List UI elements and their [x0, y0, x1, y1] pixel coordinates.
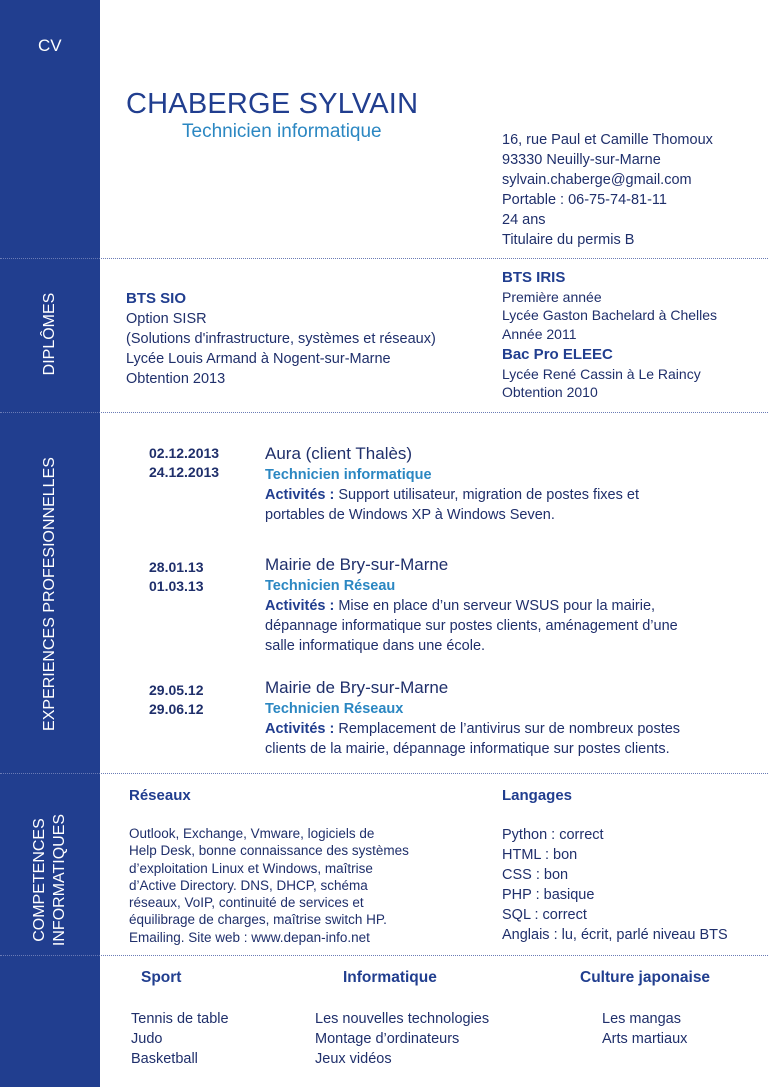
section-label-experiences: EXPERIENCES PROFESIONNELLES [41, 457, 58, 731]
diploma-line: Lycée Gaston Bachelard à Chelles [502, 307, 718, 323]
experience-role: Technicien Réseaux [265, 701, 404, 717]
skills-line: Outlook, Exchange, Vmware, logiciels de [129, 826, 375, 841]
language-item: PHP : basique [502, 887, 595, 903]
skills-line: Help Desk, bonne connaissance des systèmes [129, 843, 409, 859]
experience-company: Mairie de Bry-sur-Marne [265, 555, 449, 574]
experience-item [265, 677, 680, 759]
activities-text: Support utilisateur, migration de postes fixes et [334, 487, 639, 503]
activities-text: portables de Windows XP à Windows Seven. [265, 507, 555, 523]
hobby-it-title: Informatique [343, 969, 437, 986]
hobby-item: Basketball [131, 1051, 198, 1067]
contact-age: 24 ans [502, 212, 546, 228]
hobby-it-list [315, 1009, 489, 1069]
candidate-name: CHABERGE SYLVAIN [126, 88, 419, 120]
language-item: SQL : correct [502, 907, 587, 923]
language-item: Python : correct [502, 827, 604, 843]
experience-dates [149, 558, 204, 596]
diploma-title: Bac Pro ELEEC [502, 346, 613, 363]
experience-item [265, 554, 678, 656]
diploma-line: Année 2011 [502, 325, 577, 342]
diploma-line: Lycée René Cassin à Le Raincy [502, 365, 701, 382]
skills-languages-title: Langages [502, 787, 573, 804]
diploma-line: Obtention 2013 [126, 371, 226, 387]
experience-dates [149, 444, 219, 482]
language-item: CSS : bon [502, 867, 569, 883]
activities-label: Activités : [265, 487, 335, 503]
experience-role: Technicien Réseau [265, 578, 396, 594]
skills-line: équilibrage de charges, maîtrise switch HP. [129, 912, 387, 928]
skills-line: d’exploitation Linux et Windows, maîtrise [129, 860, 373, 876]
hobby-item: Montage d’ordinateurs [315, 1031, 460, 1047]
section-divider [0, 773, 768, 774]
hobby-sport-title: Sport [141, 969, 182, 986]
hobby-sport-list [131, 1009, 229, 1069]
experience-item [265, 443, 639, 525]
section-divider [0, 258, 768, 259]
contact-email: sylvain.chaberge@gmail.com [502, 172, 692, 188]
activities-text: dépannage informatique sur postes clients, aménagement d’une [265, 618, 678, 634]
skills-networks-title: Réseaux [129, 787, 191, 804]
activities-text: clients de la mairie, dépannage informatique sur postes clients. [265, 741, 670, 757]
section-label-competences-line2: INFORMATIQUES [51, 813, 68, 947]
experience-dates [149, 681, 204, 719]
hobby-item: Arts martiaux [602, 1031, 688, 1047]
contact-city: 93330 Neuilly-sur-Marne [502, 152, 661, 168]
diploma-line: Lycée Louis Armand à Nogent-sur-Marne [126, 351, 391, 367]
cv-label: CV [38, 36, 62, 55]
contact-phone: Portable : 06-75-74-81-11 [502, 192, 667, 208]
hobby-item: Les mangas [602, 1011, 681, 1027]
contact-address: 16, rue Paul et Camille Thomoux [502, 132, 713, 148]
hobby-japan-list [602, 1009, 687, 1049]
experience-start: 29.05.12 [149, 682, 204, 698]
hobby-item: Jeux vidéos [315, 1051, 392, 1067]
experience-start: 02.12.2013 [149, 445, 220, 461]
experience-end: 01.03.13 [149, 578, 204, 594]
activities-text: Remplacement de l’antivirus sur de nombreux postes [334, 721, 681, 737]
sidebar [0, 0, 100, 1087]
diploma-line: Obtention 2010 [502, 384, 598, 400]
activities-text: salle informatique dans une école. [265, 638, 486, 654]
skills-languages-list [502, 825, 728, 945]
diploma-title: BTS SIO [126, 290, 187, 307]
language-item: Anglais : lu, écrit, parlé niveau BTS [502, 927, 728, 943]
diploma-line: Option SISR [126, 311, 207, 327]
diploma-line: Première année [502, 288, 602, 305]
experience-end: 24.12.2013 [149, 464, 220, 480]
section-divider [0, 412, 768, 413]
activities-label: Activités : [265, 721, 335, 737]
contact-license: Titulaire du permis B [502, 232, 635, 248]
section-label-competences [30, 790, 70, 970]
language-item: HTML : bon [502, 847, 578, 863]
candidate-title: Technicien informatique [182, 121, 382, 142]
section-label-diplomes: DIPLÔMES [41, 292, 58, 376]
diploma-title: BTS IRIS [502, 269, 566, 286]
section-label-competences-line1: COMPETENCES [31, 818, 48, 942]
hobby-japan-title: Culture japonaise [580, 969, 711, 986]
section-divider [0, 955, 768, 956]
diploma-right-column [502, 269, 717, 402]
hobby-item: Tennis de table [131, 1011, 229, 1027]
diploma-line: (Solutions d'infrastructure, systèmes et réseaux) [126, 331, 436, 347]
hobby-item: Les nouvelles technologies [315, 1011, 490, 1027]
experience-role: Technicien informatique [265, 467, 432, 483]
skills-line: Emailing. Site web : www.depan-info.net [129, 929, 370, 945]
contact-block [502, 130, 713, 250]
activities-text: Mise en place d’un serveur WSUS pour la mairie, [334, 598, 656, 614]
experience-end: 29.06.12 [149, 701, 204, 717]
skills-line: réseaux, VoIP, continuité de services et [129, 895, 364, 911]
skills-line: d’Active Directory. DNS, DHCP, schéma [129, 877, 368, 893]
hobby-item: Judo [131, 1031, 163, 1047]
experience-company: Mairie de Bry-sur-Marne [265, 678, 449, 697]
experience-company: Aura (client Thalès) [265, 444, 413, 463]
experience-start: 28.01.13 [149, 559, 204, 575]
skills-networks-text [129, 825, 409, 946]
activities-label: Activités : [265, 598, 335, 614]
diploma-bts-sio [126, 289, 436, 389]
